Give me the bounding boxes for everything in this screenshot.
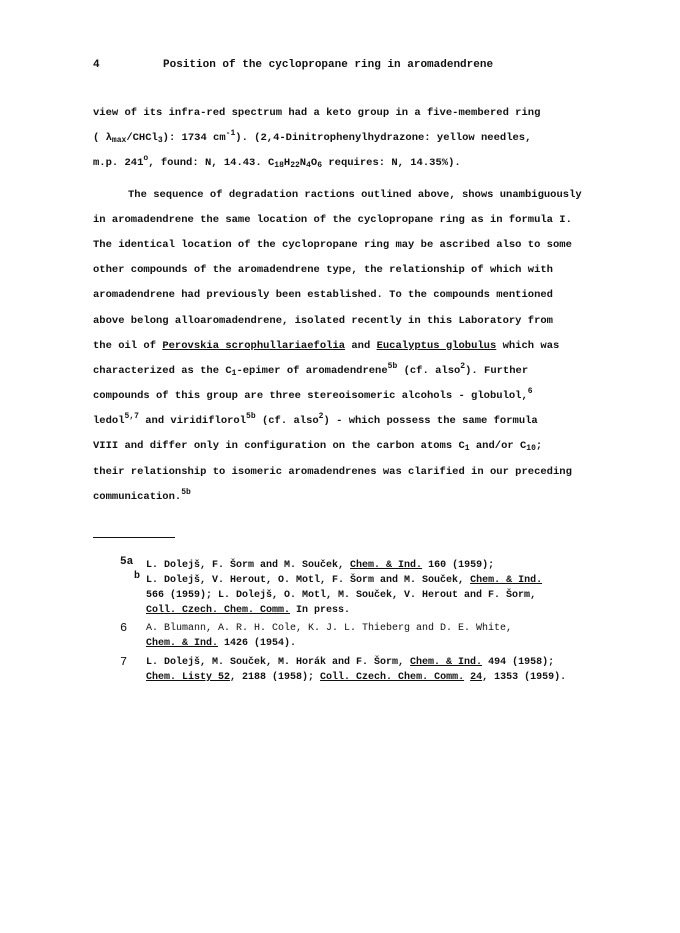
footnote-mark: 6 bbox=[120, 621, 128, 635]
page-number: 4 bbox=[93, 59, 100, 71]
text-span: and viridiflorol bbox=[138, 415, 247, 428]
text-span: L. Dolejš, M. Souček, M. Horák and F. Šorm, bbox=[146, 657, 411, 668]
superscript: 6 bbox=[527, 387, 533, 397]
text-span: in aromadendrene the same location of the cyclopropane ring as in formula I. bbox=[93, 213, 572, 226]
text-line bbox=[93, 233, 593, 258]
footnote-rule bbox=[93, 537, 175, 538]
subscript: max bbox=[111, 136, 127, 146]
text-span: N bbox=[299, 157, 307, 170]
text-span: /CHCl bbox=[126, 132, 158, 145]
text-span: and bbox=[345, 339, 377, 352]
text-span: A. Blumann, A. R. H. Cole, K. J. L. Thieberg and D. E. White, bbox=[146, 623, 513, 634]
superscript: 2 bbox=[460, 361, 466, 371]
text-span: The identical location of the cyclopropane ring may be ascribed also to some bbox=[93, 238, 572, 251]
footnote-line bbox=[146, 588, 600, 603]
text-span: , 2188 (1958); bbox=[230, 672, 321, 683]
text-span: 1426 (1954). bbox=[218, 638, 297, 649]
footnote-line bbox=[146, 573, 600, 588]
journal-name: Coll. Czech. Chem. Comm. bbox=[320, 672, 465, 683]
text-span: 566 (1959); L. Dolejš, O. Motl, M. Souček, V. Herout and F. Šorm, bbox=[146, 590, 537, 601]
journal-name: Chem. & Ind. bbox=[410, 657, 483, 668]
footnote-mark: b bbox=[134, 571, 141, 582]
text-span: ledol bbox=[93, 415, 125, 428]
subscript: 1 bbox=[231, 368, 237, 378]
text-span: m.p. 241 bbox=[93, 157, 144, 170]
footnote-7 bbox=[120, 655, 600, 685]
text-line bbox=[93, 101, 593, 126]
text-span: L. Dolejš, V. Herout, O. Motl, F. Šorm and M. Souček, bbox=[146, 575, 471, 586]
text-line bbox=[93, 283, 593, 308]
footnote-line bbox=[146, 670, 600, 685]
footnote-line bbox=[146, 621, 600, 636]
subscript: 6 bbox=[317, 161, 323, 171]
text-span: (cf. also bbox=[397, 364, 461, 377]
text-span: VIII and differ only in configuration on the carbon atoms C bbox=[93, 440, 465, 453]
text-span: ): 1734 cm bbox=[162, 132, 226, 145]
superscript: 5b bbox=[181, 487, 191, 497]
text-span: compounds of this group are three stereoisomeric alcohols - globulol, bbox=[93, 390, 528, 403]
text-span: L. Dolejš, F. Šorm and M. Souček, bbox=[146, 560, 351, 571]
journal-name: Chem. & Ind. bbox=[470, 575, 543, 586]
text-line bbox=[93, 334, 593, 359]
journal-name: Chem. & Ind. bbox=[350, 560, 423, 571]
text-span: The sequence of degradation ractions outlined above, shows unambiguously bbox=[128, 188, 582, 201]
text-line bbox=[93, 309, 593, 334]
text-line bbox=[93, 434, 593, 459]
text-span: the oil of bbox=[93, 339, 163, 352]
text-line bbox=[93, 485, 593, 510]
superscript: 5b bbox=[246, 412, 256, 422]
text-span: aromadendrene had previously been established. To the compounds mentioned bbox=[93, 289, 553, 302]
footnote-line bbox=[146, 655, 600, 670]
text-span: ). (2,4-Dinitrophenylhydrazone: yellow needles, bbox=[235, 132, 532, 145]
text-span: ; bbox=[535, 440, 543, 453]
text-line bbox=[93, 258, 593, 283]
text-span: , found: N, 14.43. C bbox=[148, 157, 275, 170]
footnote-5 bbox=[120, 558, 600, 618]
subscript: 3 bbox=[157, 136, 163, 146]
subscript: 18 bbox=[274, 161, 284, 171]
subscript: 1 bbox=[464, 444, 470, 454]
text-span: -epimer of aromadendrene bbox=[236, 364, 388, 377]
subscript: 10 bbox=[526, 444, 536, 454]
text-line bbox=[93, 183, 593, 208]
subscript: 22 bbox=[290, 161, 300, 171]
text-span: In press. bbox=[290, 605, 351, 616]
text-span: view of its infra-red spectrum had a keto group in a five-membered ring bbox=[93, 107, 541, 119]
text-span: other compounds of the aromadendrene type, the relationship of which with bbox=[93, 264, 553, 277]
text-span: 160 (1959); bbox=[422, 560, 495, 571]
text-line bbox=[93, 384, 593, 409]
text-span: ( λ bbox=[93, 132, 112, 145]
superscript: -1 bbox=[225, 129, 236, 139]
text-span: requires: N, 14.35%). bbox=[322, 157, 461, 170]
text-span: their relationship to isomeric aromadendrenes was clarified in our preceding bbox=[93, 465, 572, 478]
text-span: H bbox=[283, 157, 291, 170]
text-span: , 1353 (1959). bbox=[482, 672, 567, 683]
text-line bbox=[93, 151, 593, 176]
superscript: o bbox=[143, 154, 149, 164]
text-line bbox=[93, 460, 593, 485]
volume-number: 24 bbox=[470, 672, 483, 683]
species-name: Perovskia scrophullariaefolia bbox=[162, 339, 346, 352]
page-header bbox=[93, 59, 493, 71]
text-span: which was bbox=[496, 339, 560, 352]
journal-name: Chem. & Ind. bbox=[146, 638, 219, 649]
footnote-mark: 5a bbox=[120, 556, 134, 568]
footnote-line bbox=[146, 636, 600, 651]
body-text bbox=[93, 101, 593, 510]
text-span: ). Further bbox=[465, 364, 529, 377]
journal-name: Coll. Czech. Chem. Comm. bbox=[146, 605, 291, 616]
footnote-line bbox=[146, 603, 600, 618]
volume-number: 52 bbox=[218, 672, 231, 683]
text-line bbox=[93, 208, 593, 233]
text-line bbox=[93, 126, 593, 151]
superscript: 5,7 bbox=[124, 412, 139, 422]
species-name: Eucalyptus globulus bbox=[376, 339, 497, 352]
text-span: communication. bbox=[93, 490, 182, 503]
text-span: (cf. also bbox=[255, 415, 319, 428]
running-title: Position of the cyclopropane ring in aromadendrene bbox=[163, 59, 494, 71]
text-line bbox=[93, 409, 593, 434]
footnotes bbox=[120, 558, 600, 685]
text-span: and/or C bbox=[469, 440, 527, 453]
text-span: above belong alloaromadendrene, isolated recently in this Laboratory from bbox=[93, 314, 553, 327]
journal-name: Chem. Listy bbox=[146, 672, 219, 683]
text-span: O bbox=[310, 157, 318, 170]
footnote-line bbox=[146, 558, 600, 573]
text-span: ) - which possess the same formula bbox=[323, 415, 538, 428]
text-span: 494 (1958); bbox=[482, 657, 555, 668]
superscript: 2 bbox=[318, 412, 324, 422]
subscript: 4 bbox=[306, 161, 311, 171]
superscript: 5b bbox=[387, 361, 398, 371]
footnote-6 bbox=[120, 621, 600, 651]
footnote-mark: 7 bbox=[120, 655, 128, 669]
text-span: characterized as the C bbox=[93, 364, 232, 377]
text-line bbox=[93, 359, 593, 384]
